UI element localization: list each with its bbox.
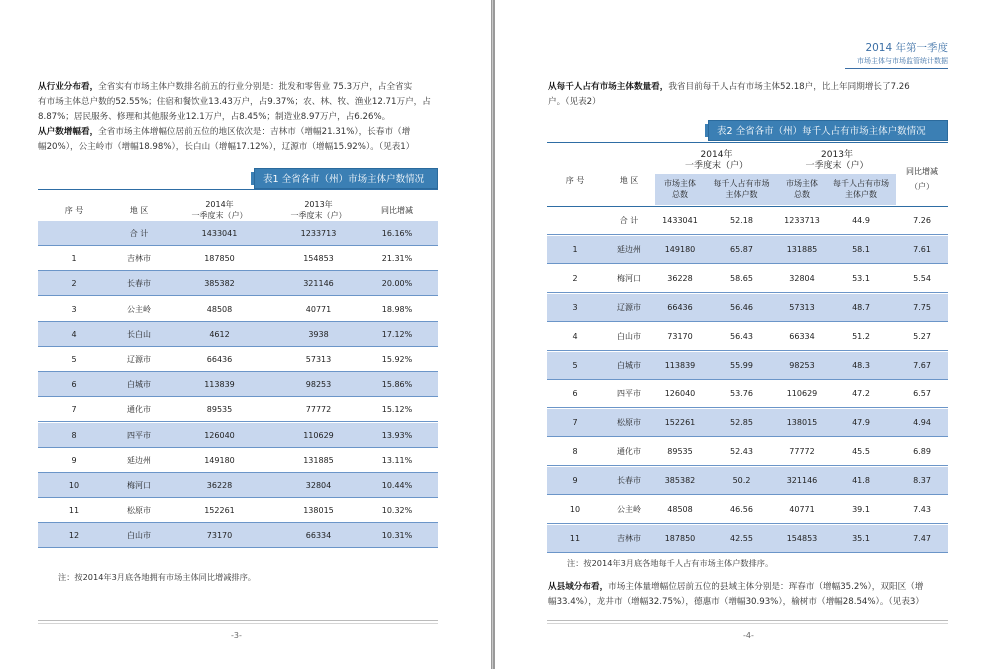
table1-row	[38, 523, 438, 548]
table2-cell-t2014: 187850	[664, 533, 696, 543]
table1-cell-growth: 15.86%	[381, 380, 413, 390]
table2-cell-p2014: 52.43	[730, 447, 753, 457]
table2-row	[547, 438, 948, 466]
left-page-number: -3-	[231, 631, 242, 640]
table1-cell-seq	[38, 221, 110, 246]
table2-subheader-total-2014-line1: 市场主体	[664, 179, 696, 188]
table2-cell-seq: 2	[572, 273, 578, 283]
table2-cell-growth: 7.75	[913, 302, 931, 312]
table2-row-separator	[547, 263, 948, 264]
table1-row	[38, 423, 438, 448]
table2-cell-seq: 4	[572, 331, 578, 341]
table2-cell-growth: 7.47	[913, 533, 931, 543]
table2-cell-p2013: 58.1	[852, 244, 870, 254]
table1-cell-growth: 17.12%	[381, 329, 413, 339]
table2-cell-p2014: 65.87	[730, 244, 753, 254]
table1-cell-growth: 10.31%	[381, 531, 413, 541]
table1-row	[38, 322, 438, 347]
table1-cell-seq: 1	[71, 254, 77, 264]
table1-cell-growth: 10.32%	[381, 506, 413, 516]
brand-underline	[845, 68, 948, 69]
table1-cell-v2014: 66436	[206, 355, 233, 364]
right-footer-rule-2	[547, 623, 948, 624]
report-subtitle: 市场主体与市场监管统计数据	[857, 57, 948, 65]
table1-cell-v2014: 48508	[206, 304, 233, 314]
table2-cell-growth: 5.54	[913, 273, 931, 283]
table1-cell-v2014: 126040	[204, 430, 235, 440]
table2-cell-growth: 6.57	[913, 389, 931, 399]
table2-cell-p2014: 52.18	[730, 216, 753, 225]
table2-row	[547, 525, 948, 553]
per-capita-line-2: 户。（见表2）	[548, 97, 601, 107]
table1-header-2013-line1: 2013年	[304, 200, 333, 209]
table1-cell-v2013: 1233713	[300, 229, 337, 238]
table2-cell-seq: 10	[569, 505, 581, 514]
table1-cell-region: 通化市	[127, 405, 151, 415]
table1-header-2013	[271, 199, 366, 221]
table2-cell-p2013: 53.1	[852, 273, 870, 283]
table2-cell-t2013: 32804	[789, 273, 815, 283]
table1-cell-seq: 3	[71, 304, 77, 314]
table2-header-2013	[778, 150, 896, 172]
table1-cell-growth: 20.00%	[381, 279, 413, 289]
table2-cell-p2014: 42.55	[730, 533, 753, 543]
book-spine-highlight	[492, 0, 493, 669]
table2-row-separator	[547, 465, 948, 466]
table2-cell-growth: 5.27	[913, 331, 931, 341]
table2-cell-t2014: 152261	[664, 418, 696, 428]
table1-cell-seq: 5	[71, 355, 77, 364]
table2-cell-t2013: 138015	[786, 418, 818, 428]
table2-row-separator	[547, 494, 948, 495]
table1-header-2013-line2: 一季度末（户）	[290, 211, 347, 220]
industry-lead: 从行业分布看，	[38, 82, 99, 92]
table1-row	[38, 473, 438, 498]
growth-lead: 从户数增幅看，	[38, 127, 99, 137]
table2-row	[547, 380, 948, 408]
table2-row-separator	[547, 523, 948, 524]
table1-cell-growth: 15.12%	[381, 405, 413, 415]
table1-header-growth: 同比增减	[381, 206, 413, 215]
table1-cell-region: 长白山	[127, 329, 151, 339]
table2-cell-p2013: 39.1	[852, 505, 870, 514]
table2-row	[547, 265, 948, 293]
table2-note: 注：按2014年3月底各地每千人占有市场主体户数排序。	[567, 558, 774, 568]
table2-cell-growth: 7.61	[913, 244, 931, 254]
table2-row-separator	[547, 379, 948, 380]
left-footer-rule-2	[38, 623, 438, 624]
table1-cell-v2013: 32804	[305, 481, 332, 490]
table2-header-region: 地 区	[619, 176, 639, 185]
table2-subheader-total-2014-line2: 总数	[672, 190, 688, 199]
table2-cell-p2013: 35.1	[852, 533, 870, 543]
table2-cell-t2014: 89535	[667, 447, 693, 457]
table1-note: 注：按2014年3月底各地拥有市场主体同比增减排序。	[58, 572, 256, 582]
table2-cell-t2013: 98253	[789, 360, 815, 370]
table2-cell-seq: 8	[572, 447, 578, 457]
table1-row	[38, 448, 438, 473]
table2-cell-p2014: 46.56	[730, 505, 753, 514]
table2-cell-p2014: 55.99	[730, 360, 753, 370]
table2-cell-t2013: 40771	[789, 505, 815, 514]
table2-cell-region: 合 计	[619, 216, 639, 225]
table2-header-2014-line1: 2014年	[700, 150, 733, 160]
county-paragraph	[548, 580, 953, 610]
table2-cell-region: 吉林市	[617, 533, 641, 543]
table2-row	[547, 294, 948, 322]
table2-cell-p2014: 50.2	[732, 476, 751, 486]
table1-cell-growth: 16.16%	[381, 229, 413, 238]
table2-cell-seq: 11	[569, 533, 581, 543]
table1-header-seq: 序 号	[64, 206, 84, 215]
per-capita-line-1: 我省目前每千人占有市场主体52.18户，比上年同期增长了7.26	[668, 82, 910, 92]
table2-cell-t2014: 149180	[664, 244, 696, 254]
table1-row	[38, 347, 438, 372]
table2-cell-growth: 7.26	[913, 216, 931, 225]
table1-cell-v2014: 187850	[204, 254, 235, 264]
table2-row-separator	[547, 234, 948, 235]
table2-cell-t2013: 110629	[786, 389, 818, 399]
table1-header-2014	[168, 199, 271, 221]
table2-cell-t2013: 66334	[789, 331, 815, 341]
table1-cell-region: 长春市	[127, 279, 151, 289]
table1-cell-region: 延边州	[127, 455, 151, 465]
table1-row-separator	[38, 547, 438, 548]
table2-cell-region: 延边州	[617, 244, 641, 254]
table2-cell-p2013: 44.9	[852, 216, 870, 225]
table1-cell-v2013: 110629	[303, 430, 334, 440]
table1-cell-v2014: 4612	[209, 329, 230, 339]
table2-cell-seq: 7	[572, 418, 578, 428]
table1-cell-v2013: 3938	[308, 329, 329, 339]
table1-cell-v2013: 321146	[303, 279, 334, 289]
table2-subheader-per-2014-line2: 主体户数	[725, 190, 758, 199]
report-period-title: 2014 年第一季度	[865, 42, 948, 54]
table2-cell-p2013: 47.2	[852, 389, 870, 399]
right-footer-rule	[547, 620, 948, 621]
table2-cell-p2014: 53.76	[730, 389, 753, 399]
table2-cell-region: 梅河口	[617, 273, 641, 283]
table2-cell-region: 长春市	[617, 476, 641, 486]
table2-cell-t2013: 57313	[789, 302, 815, 312]
table1-cell-v2013: 154853	[303, 254, 334, 264]
table2-cell-region: 白城市	[617, 360, 641, 370]
table2-cell-growth: 8.37	[913, 476, 931, 486]
table1-cell-growth: 15.92%	[381, 355, 413, 364]
table2-cell-p2013: 47.9	[852, 418, 870, 428]
table2-top-rule	[547, 142, 948, 143]
table2-cell-seq: 9	[572, 476, 578, 486]
table2-cell-growth: 4.94	[913, 418, 931, 428]
table2-cell-p2013: 48.7	[852, 302, 870, 312]
table2-header-2013-line2: 一季度末（户）	[805, 161, 869, 171]
table1-cell-v2014: 385382	[204, 279, 235, 289]
table1-cell-seq: 10	[68, 481, 80, 490]
table2-cell-t2014: 73170	[667, 331, 693, 341]
table2-cell-p2013: 41.8	[852, 476, 870, 486]
county-line-1: 市场主体量增幅位居前五位的县域主体分别是：珲春市（增幅35.2%），双阳区（增	[608, 582, 924, 592]
table2-cell-seq: 5	[572, 360, 578, 370]
table1-row	[38, 498, 438, 523]
table2-cell-region: 公主岭	[617, 505, 641, 514]
table1-cell-seq: 4	[71, 329, 77, 339]
table1-cell-v2013: 98253	[305, 380, 332, 390]
table2-cell-t2014: 126040	[664, 389, 696, 399]
table1-cell-seq: 8	[71, 430, 77, 440]
table2-header-2013-line1: 2013年	[821, 150, 853, 160]
table2-cell-growth: 7.43	[913, 505, 931, 514]
table2-header-seq: 序 号	[565, 176, 585, 185]
table1-cell-v2014: 152261	[204, 506, 235, 516]
table1-title: 表1 全省各市（州）市场主体户数情况	[254, 168, 438, 189]
left-footer-rule	[38, 620, 438, 621]
table2-subheader-total-2013-line1: 市场主体	[786, 179, 818, 188]
table1-cell-region: 四平市	[127, 430, 151, 440]
table2-cell-t2014: 48508	[667, 505, 693, 514]
table2-cell-seq	[547, 207, 603, 235]
table2-cell-p2013: 45.5	[852, 447, 870, 457]
table1-cell-growth: 21.31%	[381, 254, 413, 264]
table2-cell-t2013: 131885	[786, 244, 818, 254]
table1-cell-v2013: 66334	[305, 531, 332, 541]
table2-cell-region: 四平市	[617, 389, 641, 399]
table1-row	[38, 297, 438, 322]
table1-row	[38, 221, 438, 246]
table2-row-separator	[547, 321, 948, 322]
table2-row	[547, 207, 948, 235]
table2-row	[547, 496, 948, 524]
table1-header-region: 地 区	[129, 206, 149, 215]
table2-row	[547, 236, 948, 264]
table1-header-2014-line2: 一季度末（户）	[191, 211, 248, 220]
table1-cell-v2014: 1433041	[201, 229, 238, 238]
table2-cell-t2013: 321146	[786, 476, 818, 486]
table2-subheader-per-2013	[826, 178, 896, 200]
table2-cell-p2014: 56.43	[730, 331, 753, 341]
table1-cell-v2014: 113839	[204, 380, 235, 390]
table1-cell-v2013: 138015	[303, 506, 334, 516]
table1-cell-region: 公主岭	[127, 304, 151, 314]
table2-cell-p2014: 56.46	[730, 302, 753, 312]
growth-paragraph	[38, 125, 448, 155]
table2-cell-t2014: 66436	[667, 302, 693, 312]
table2-row-separator	[547, 552, 948, 553]
industry-line-1: 全省实有市场主体户数排名前五的行业分别是：批发和零售业 75.3万户，占全省实	[98, 82, 413, 92]
table2-cell-seq: 3	[572, 302, 578, 312]
per-capita-lead: 从每千人占有市场主体数量看，	[548, 82, 669, 92]
industry-line-3: 8.87%；居民服务、修理和其他服务业12.1万户，占8.45%；制造业8.97万户，占6.26%。	[38, 112, 391, 122]
table1-cell-v2014: 36228	[206, 481, 233, 490]
table2-cell-p2013: 48.3	[852, 360, 870, 370]
table2-cell-p2014: 52.85	[730, 418, 753, 428]
table1-cell-v2013: 131885	[303, 455, 334, 465]
table2-cell-region: 松原市	[617, 418, 641, 428]
table2-subheader-total-2013	[778, 178, 826, 200]
right-page-number: -4-	[743, 631, 754, 640]
table1-cell-v2013: 57313	[305, 355, 332, 364]
table1-cell-seq: 7	[71, 405, 77, 415]
table1-cell-v2013: 77772	[305, 405, 332, 415]
table1-row	[38, 372, 438, 397]
table1-row	[38, 246, 438, 271]
table2-header-2014	[655, 150, 778, 172]
table2-cell-region: 辽源市	[617, 302, 641, 312]
table2-header-growth-line2: （户）	[910, 182, 934, 191]
table1-cell-v2013: 40771	[305, 304, 332, 314]
table2-row-separator	[547, 292, 948, 293]
per-capita-paragraph	[548, 80, 953, 110]
table2-row	[547, 409, 948, 437]
table1-row	[38, 397, 438, 422]
table2-cell-seq: 1	[572, 244, 578, 254]
table2-subheader-per-2014	[705, 178, 778, 200]
table1-row	[38, 271, 438, 296]
industry-line-2: 有市场主体总户数的52.55%；住宿和餐饮业13.43万户，占9.37%；农、林、牧、渔业12.71万户，占	[38, 97, 431, 107]
table2-title: 表2 全省各市（州）每千人占有市场主体户数情况	[708, 120, 948, 141]
table2-cell-t2014: 113839	[664, 360, 696, 370]
table1-cell-v2014: 73170	[206, 531, 233, 541]
table2-cell-growth: 7.67	[913, 360, 931, 370]
table2-subheader-total-2013-line2: 总数	[794, 190, 810, 199]
table2-header-2014-line2: 一季度末（户）	[684, 161, 748, 171]
table2-cell-t2014: 385382	[664, 476, 696, 486]
table1-cell-region: 白山市	[127, 531, 151, 541]
growth-line-2: 幅20%），公主岭市（增幅18.98%），长白山（增幅17.12%），辽源市（增幅15.92%）。（见表1）	[38, 142, 415, 152]
table2-row	[547, 352, 948, 380]
table2-row	[547, 323, 948, 351]
table2-cell-growth: 6.89	[913, 447, 931, 457]
table2-cell-t2014: 36228	[667, 273, 693, 283]
growth-line-1: 全省市场主体增幅位居前五位的地区依次是：吉林市（增幅21.31%），长春市（增	[98, 127, 411, 137]
table2-cell-region: 通化市	[617, 447, 641, 457]
table1-cell-v2014: 149180	[204, 455, 235, 465]
table2-header-growth-line1: 同比增减	[906, 167, 938, 176]
table2-row-separator	[547, 407, 948, 408]
table2-cell-t2013: 1233713	[784, 216, 820, 225]
right-page	[495, 0, 986, 669]
table2-cell-region: 白山市	[617, 331, 641, 341]
table1-cell-growth: 13.93%	[381, 430, 413, 440]
table2-cell-t2013: 154853	[786, 533, 818, 543]
table2-cell-p2013: 51.2	[852, 331, 870, 341]
table1-cell-seq: 6	[71, 380, 77, 390]
table1-cell-growth: 10.44%	[381, 481, 413, 490]
table2-cell-t2013: 77772	[789, 447, 815, 457]
table2-cell-p2014: 58.65	[730, 273, 753, 283]
table1-cell-v2014: 89535	[206, 405, 233, 415]
table1-cell-seq: 9	[71, 455, 77, 465]
table1-top-rule	[38, 189, 438, 190]
table2-cell-t2014: 1433041	[662, 216, 698, 225]
industry-paragraph	[38, 80, 448, 125]
table1-cell-region: 吉林市	[127, 254, 151, 264]
table2-header-growth	[896, 166, 948, 192]
table1-cell-region: 梅河口	[127, 481, 151, 490]
table2-subheader-per-2013-line1: 每千人占有市场	[833, 179, 889, 188]
table2-row	[547, 467, 948, 495]
county-line-2: 幅33.4%），龙井市（增幅32.75%），德惠市（增幅30.93%），榆树市（增幅28.54%）。（见表3）	[548, 597, 924, 607]
table1-cell-growth: 18.98%	[381, 304, 413, 314]
table2-subheader-total-2014	[655, 178, 705, 200]
table2-cell-seq: 6	[572, 389, 578, 399]
table1-cell-seq: 2	[71, 279, 77, 289]
table1-cell-growth: 13.11%	[381, 455, 413, 465]
table1-cell-seq: 11	[68, 506, 80, 516]
county-lead: 从县域分布看，	[548, 582, 609, 592]
table2-subheader-per-2014-line1: 每千人占有市场	[713, 179, 770, 188]
table2-row-separator	[547, 350, 948, 351]
table1-cell-region: 白城市	[127, 380, 151, 390]
table1-header-2014-line1: 2014年	[205, 200, 234, 209]
table1-cell-region: 合 计	[129, 229, 149, 238]
table1-cell-region: 松原市	[127, 506, 151, 516]
table1-cell-seq: 12	[68, 531, 80, 541]
table1-cell-region: 辽源市	[127, 355, 151, 364]
left-page	[0, 0, 491, 669]
table2-row-separator	[547, 436, 948, 437]
table2-subheader-per-2013-line2: 主体户数	[845, 190, 877, 199]
